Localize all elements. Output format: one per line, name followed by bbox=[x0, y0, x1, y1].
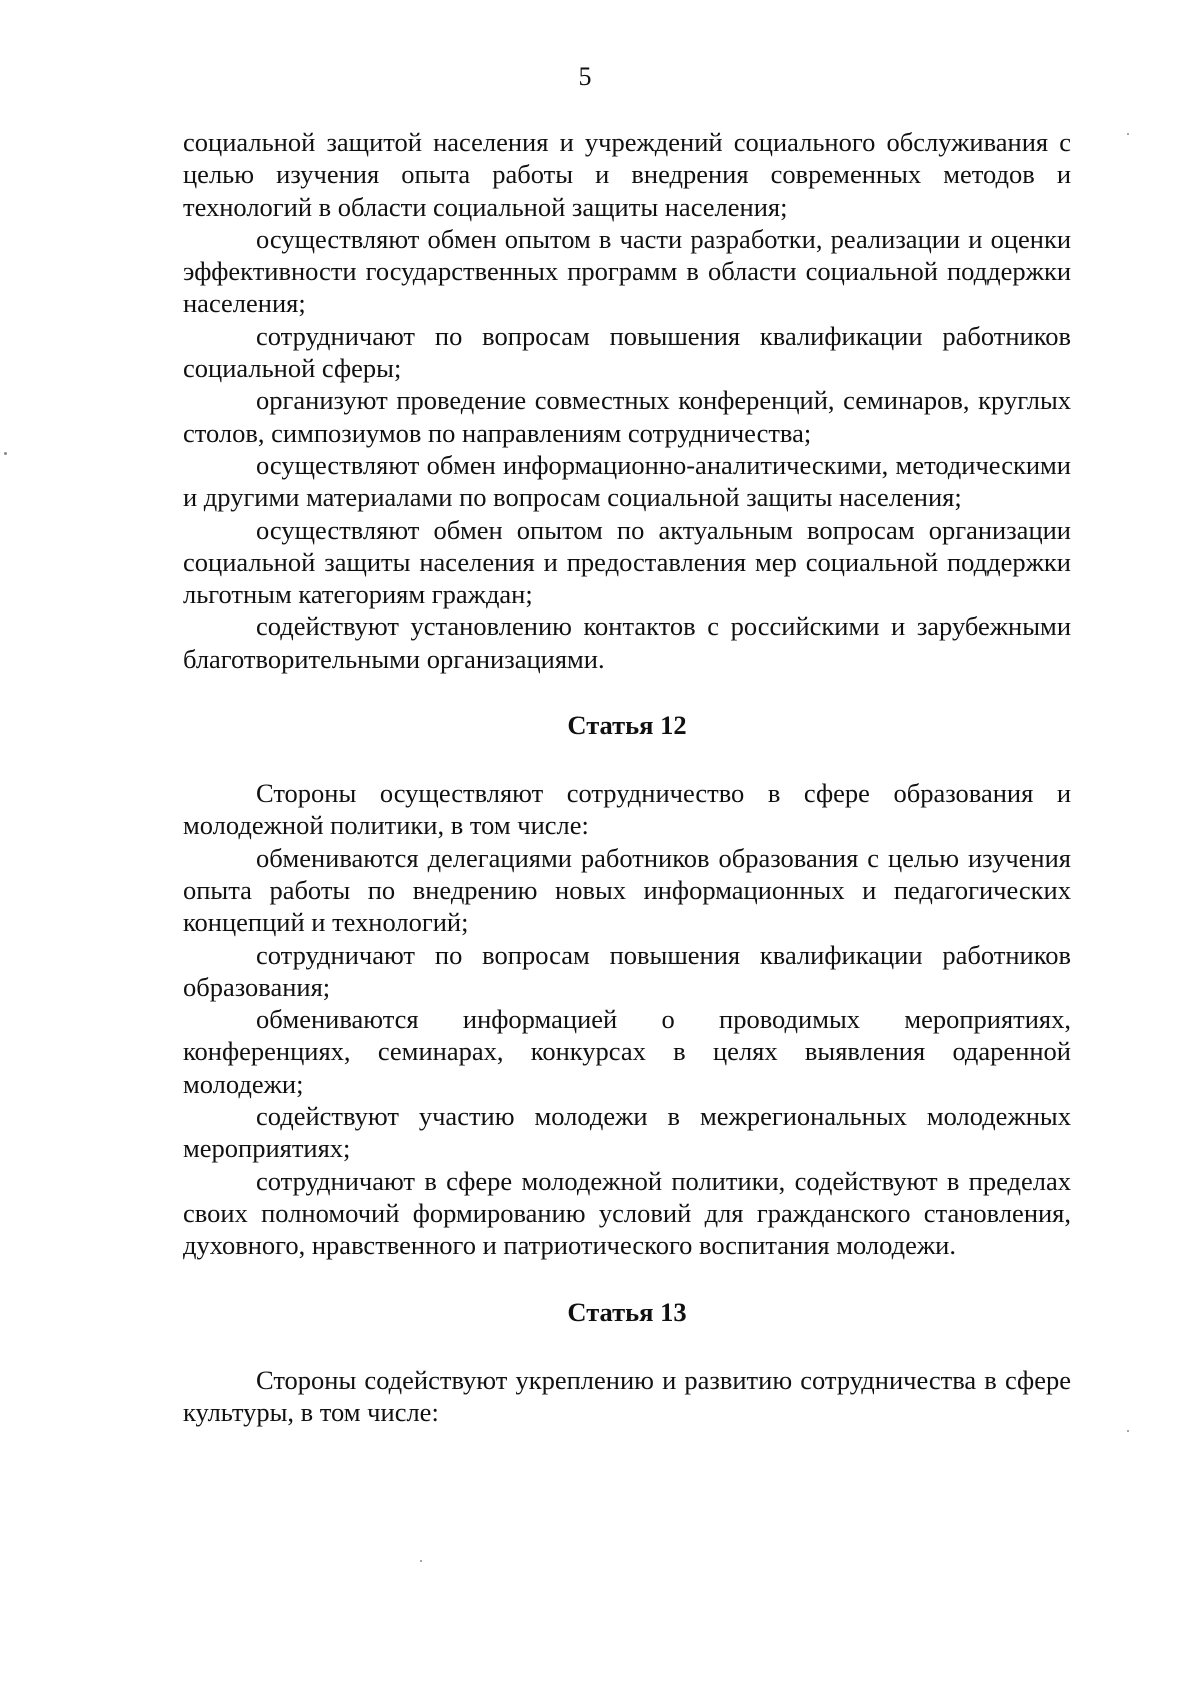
article-12-heading: Статья 12 bbox=[567, 710, 687, 741]
paragraph: обмениваются делегациями работников образования с целью изучения опыта работы по внедрению новых информационных и педагогических концепций и технологий; bbox=[183, 842, 1071, 938]
paragraph: Стороны осуществляют сотрудничество в сфере образования и молодежной политики, в том числе: bbox=[183, 778, 1071, 841]
paragraph: сотрудничают в сфере молодежной политики, содействуют в пределах своих полномочий формированию условий для гражданского становления, духовного, нравственного и патриотического воспитания молодежи. bbox=[183, 1165, 1071, 1261]
paragraph: сотрудничают по вопросам повышения квалификации работников социальной сферы; bbox=[183, 320, 1071, 384]
paragraph: содействуют участию молодежи в межрегиональных молодежных мероприятиях; bbox=[183, 1101, 1071, 1164]
paragraph: осуществляют обмен опытом в части разработки, реализации и оценки эффективности государственных программ в области социальной поддержки населения; bbox=[183, 223, 1071, 319]
paragraph: осуществляют обмен информационно-аналитическими, методическими и другими материалами по вопросам социальной защиты населения; bbox=[183, 449, 1071, 513]
paragraph: Стороны содействуют укреплению и развитию сотрудничества в сфере культуры, в том числе: bbox=[183, 1364, 1071, 1427]
scan-speck bbox=[1127, 1430, 1129, 1432]
document-body bbox=[183, 126, 1071, 1428]
scan-speck bbox=[420, 1560, 422, 1562]
page-number: 5 bbox=[578, 62, 592, 91]
paragraph: обмениваются информацией о проводимых мероприятиях, конференциях, семинарах, конкурсах в целях выявления одаренной молодежи; bbox=[183, 1004, 1071, 1099]
paragraph: содействуют установлению контактов с российскими и зарубежными благотворительными организациями. bbox=[183, 611, 1071, 674]
scan-speck bbox=[1127, 133, 1129, 135]
scan-speck bbox=[4, 452, 7, 455]
paragraph: социальной защитой населения и учреждений социального обслуживания с целью изучения опыта работы и внедрения современных методов и технологий в области социальной защиты населения; bbox=[183, 127, 1071, 222]
article-13-heading: Статья 13 bbox=[567, 1296, 687, 1327]
paragraph: осуществляют обмен опытом по актуальным вопросам организации социальной защиты населения и предоставления мер социальной поддержки льготным категориям граждан; bbox=[183, 514, 1071, 610]
paragraph: сотрудничают по вопросам повышения квалификации работников образования; bbox=[183, 939, 1071, 1002]
paragraph: организуют проведение совместных конференций, семинаров, круглых столов, симпозиумов по направлениям сотрудничества; bbox=[183, 385, 1071, 448]
